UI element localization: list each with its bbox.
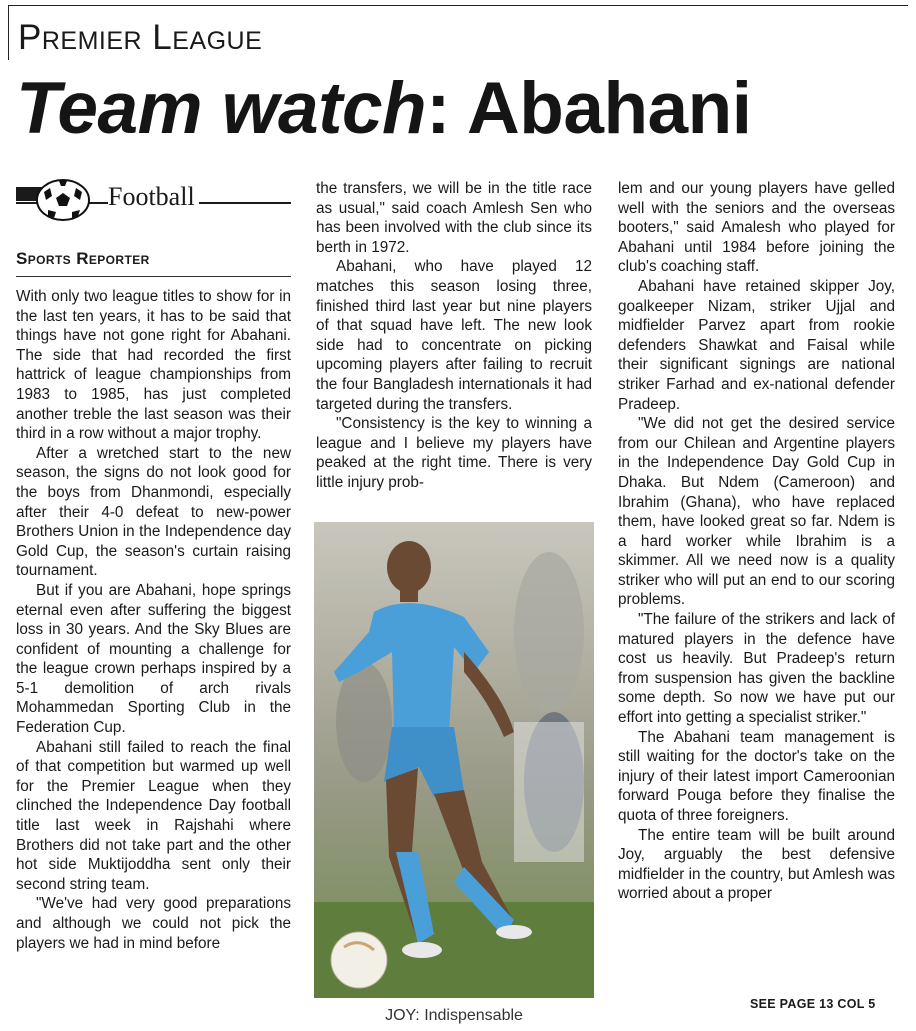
paragraph: With only two league titles to show for in the last ten years, it has to be said that things have not gone right for Abahani. The side that had recorded the first hattrick of league championships from 1983 to 1985, has just completed another treble the last season was their third in a row without a major trophy. <box>16 288 291 443</box>
section-label: Football <box>108 184 199 210</box>
paragraph: Abahani have retained skipper Joy, goalkeeper Nizam, striker Ujjal and midfielder Parvez apart from rookie defenders Shawkat and Faisal while their significant signings are national striker Farhad and ex-national defender Pradeep. <box>618 277 895 413</box>
paragraph: "Consistency is the key to winning a league and I believe my players have peaked at the right time. There is very little injury prob- <box>316 415 592 491</box>
byline: Sports Reporter <box>16 249 150 268</box>
paragraph: After a wretched start to the new season, the signs do not look good for the boys from Dhanmondi, especially after their 4-0 defeat to new-power Brothers Union in the Independence day Gold Cup, the season's curtain raising tournament. <box>16 444 291 580</box>
section-kicker: Premier League <box>18 18 263 57</box>
top-rule <box>8 5 908 6</box>
paragraph: "We did not get the desired service from our Chilean and Argentine players in the Independence Day Gold Cup in Dhaka. But Ndem (Cameroon) and Ibrahim (Ghana), who have replaced them, have looked great so far. Ndem is a hard worker while Ibrahim is a skimmer. All we need now is a quality striker who will put an end to our scoring problems. <box>618 415 895 609</box>
headline <box>16 68 752 149</box>
left-rule <box>8 6 9 60</box>
football-icon <box>34 178 92 222</box>
paragraph: lem and our young players have gelled well with the seniors and the overseas booters," said Amalesh who played for Abahani until 1984 before joining the club's coaching staff. <box>618 180 895 276</box>
article-column-1 <box>16 287 291 953</box>
photo-caption: JOY: Indispensable <box>385 1007 523 1024</box>
paragraph: Abahani still failed to reach the final of that competition but warmed up well for the Premier League when they clinched the Independence Day football title last week in Rajshahi where Brothers did not take part and the other hot side Muktijoddha sent only their second string team. <box>16 738 291 893</box>
paragraph: the transfers, we will be in the title race as usual," said coach Amlesh Sen who has been involved with the club since its berth in 1972. <box>316 180 592 256</box>
section-logo <box>16 178 291 222</box>
continued-jump-line: SEE PAGE 13 COL 5 <box>750 997 876 1011</box>
byline-rule <box>16 276 291 277</box>
headline-rest: : Abahani <box>426 68 752 149</box>
article-column-2 <box>316 179 592 493</box>
player-photo-illustration <box>314 522 594 998</box>
headline-italic: Team watch <box>16 68 427 149</box>
paragraph: But if you are Abahani, hope springs eternal even after suffering the biggest loss in 30 years. And the Sky Blues are confident of mounting a challenge for the league crown perhaps inspired by a 5-1 demolition of arch rivals Mohammedan Sporting Club in the Federation Cup. <box>16 581 291 737</box>
article-column-3 <box>618 179 895 904</box>
paragraph: "The failure of the strikers and lack of matured players in the defence have cost us heavily. But Pradeep's return from suspension has given the backline some depth. So now we have put our effort into getting a specialist striker." <box>618 611 895 727</box>
paragraph: The entire team will be built around Joy, arguably the best defensive midfielder in the country, but Amlesh was worried about a proper <box>618 826 895 903</box>
paragraph: The Abahani team management is still waiting for the doctor's take on the injury of their latest import Cameroonian forward Pouga before they finalise the quota of three foreigners. <box>618 728 895 824</box>
player-photo <box>314 522 594 998</box>
paragraph: Abahani, who have played 12 matches this season losing three, finished third last year but nine players of that squad have left. The new look side had to concentrate on picking upcoming players after failing to recruit the four Bangladesh internationals it had targeted during the transfers. <box>316 258 592 413</box>
paragraph: "We've had very good preparations and although we could not pick the players we had in mind before <box>16 895 291 952</box>
